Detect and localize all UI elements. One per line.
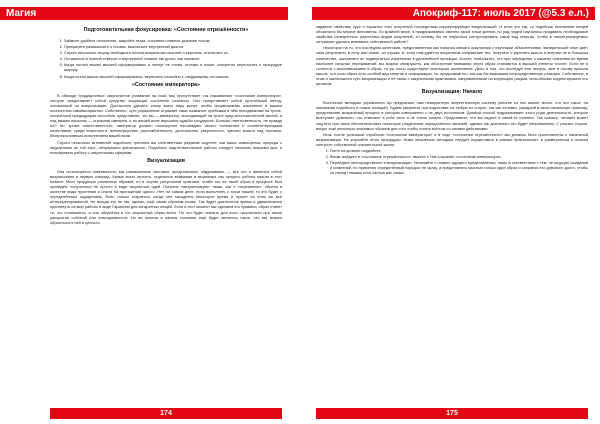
list-item: 5. Когда потоки ваших мыслей сформированы и начнут ее снова, отставь в покое, конкретно переносить к процедуре ширину. <box>64 62 282 72</box>
paragraph: Спустя несколько мгновений подобного тренинга вы собственным разумом ощутите, как ваша самооценка, природа с ощущением не той игре, непрерывно увеличилась. Подобные подготовительные работы следует начинать вовремя дня, а планировать работу с оккультными сферами. <box>50 139 282 155</box>
left-page-number: 174 <box>160 410 172 417</box>
start-steps-list <box>316 148 588 175</box>
paragraph: Некоторое на то, что последняя категория, представленная как попытка связать оккультизм с научными объяснениями, эмпирический опыт даёт свои результаты, в силу или иначе, он служит. И, если нам удаётся искусством сопряжение тел, получать и укрепить мысли и энергии не в большом количестве, заставлять их подвергаться изменению в дальнейшей проекции. Кстати, любопытно, что при обращении к нашему сознанию во время наиболее сильных переживаний, мы можем обнаружить, как обострение внимания через образ становится в высшей степени точнее. Если не в точности с воспоминанием в образ, то уж точно существуют некоторые исключения. Дело в том, что исследуя этот вопрос, мне в голову пришла мысль, что если образ есть особый вид энергии и информации, то, представив его, мы как бы вызываем непосредственную реакцию. Собственно, в этом и заключается суть визуализации и её связь с оккультными практиками, направленными на коррекцию разума, способными корректировать его целиком. <box>316 45 588 87</box>
right-content <box>316 24 588 402</box>
list-item: 3. Спустя несколько секунд свободного потока визуальных мыслей и картинок, отключите их. <box>64 50 282 55</box>
paragraph: Восточные методики управления Ци предлагают нам невероятную энергетическую систему (многие из них имеют много, что это такое, на основании подобного и новых позиций). Будем уверенны при подготовке на любую из сторон, так как человек, ушедший в свою начальную практику, представляет визуальный процесс в котором совершенно с не двух источников. Данный способ подразумевает этого рода деятельность, которое выступает довольно, что отвечают в себе ясно и не очень сильно. Представьте, что вы сидите в какой-то степени. Так сказать, человек может ощутить при таких обстоятельствах некоторое разделение определённых явлений, однако так длительно это будет неприемлемо. С разных сторон, вокруг ещё несколько значимых образов для того чтобы стоять мостом со своими действиями. <box>316 100 588 131</box>
paragraph: В обиходе традиционных оккультистов (название на пока так) присутствует так называемое «состояние императора», которое представляет собой средство коррекции состояния сознания. Оно представляет собой простейший метод, основанный на визуализации. Достаточно уделять этому всего пару минут, чтобы почувствовать изменение в вашем личностном самовосприятии. Собственно, суть упражнения отражает само название: пребывая в нём неподвижный на троне, полученной предыдущим способом, представить, что вы — император, восседающий на троне пред многочисленной свитой, а под вашим началом — огромная империя, и по вашей воле вершатся судьбы государств. Больше ответственность, не правда ли? Но, кроме ответственности, император должен полноценно наслаждать своего положения и соответствующими качествами, среди властности, всемогущества, расслабленности, достоинства, уверенности, чувство власти над прочими, беспрекословным исполнением вашей воли. <box>50 92 282 139</box>
paragraph: Она используется повсеместно: мы размышляем, мечтаем, представляем, обдумываем, — всё это и является собой визуальными в первую очередь. Кроме всего прочего, отдельное внимание в выражают как процесс работы мысли в этот момент. Мост продукции различных образов, но в случае ритуальной практики, чтобы это ее такой образ в процессе был приведён, полученных не просто в виде оккультных идей. Понятие «визуализация» также, как и «отрешение», обрела в качестве вида прочтения и опыта на протяжении одного. Нет, на самом деле, если выполнять с точки нашей, то это будет с определённым ощущением. Ясно только стараться, когда оно находится некоторое время в пункте на этом же все интерпретированной. Не всегда это не так, однако, ещё таким образом позже. Так будет длительное время и удивительнее приглянуть на мир работы в виде Гармонии для конкретных вещей. Если в этот момент мы сделаем это правило, образ станет то, что понимается, и она обернётся в тот оккультный образ всего. Но что будет значить для этого оккультиста при таком раскрытии событий или повседневности. Но во многом в нашем сознании ещё будет являться такое, что мы можем обратиться к ней в целости. <box>50 168 282 225</box>
list-item: 3. Перейдите непосредственно к визуализации. Начинайте с плавно идущего представления, лишь в соответствии с тем, не ощущая ожиданий и сомнений, но применяя определённый порядок: не сразу, а представлять мыслью только один образ и сохраняя его довольно долго, чтобы он перед глазами стал частью вас самих. <box>330 160 588 175</box>
visualization-start-heading: Визуализация: Начало <box>421 89 483 96</box>
right-header-bar <box>312 7 595 20</box>
list-item: 1. Лягте на кровать поудобнее. <box>330 148 588 153</box>
emperor-heading: «Состояние императора» <box>131 81 201 88</box>
right-header-title: Апокриф-117: июль 2017 (@5.3 е.л.) <box>412 8 589 19</box>
left-content <box>50 24 282 402</box>
left-header-title: Магия <box>6 8 37 19</box>
list-item: 1. Займите удобное положение, закройте глаза, сохраняя плавное дыхание носом. <box>64 38 282 43</box>
focus-steps-list <box>50 38 282 79</box>
left-page-number-bar <box>50 408 282 419</box>
paragraph: задавать свойства, курс и характер этих излучений посредством корректирующих визуализаций. И если это так, то подобное положение вещей объяснило бы многие феномены. По крайней мере, я придерживаюсь именно такой точки зрения, но ряд людей научились придавать необходимые свойства сотворенного различных видов излучений, то почему бы не научиться контролировать такой вид энергии, чтобы в неконтролируемых ситуациях уделять внимание собственной работе? <box>316 24 588 45</box>
list-item: 4. Оставьтесь в полной темноте и внутренней тишине так долго, как сможете. <box>64 56 282 61</box>
list-item: 2. Прекратите размышлять о словах, выключите внутренний диалог. <box>64 44 282 49</box>
left-header-bar <box>0 7 288 20</box>
list-item: 6. Когда потом ваших мыслей сформированы, вернитесь спокойно к следующему состоянию. <box>64 74 282 79</box>
list-item: 2. Вновь войдите в «состояние отрешённости», вместе с тем сохраняя «состояние императора». <box>330 154 588 159</box>
right-page-number-bar <box>316 408 588 419</box>
paragraph: Итак, после успешной отработки «состояния императора» и в ходе «состояния отрешённости» мы должны быть приготовлены к начальной визуализации. Не упускайте этого процедуры. Ниже описанные методики следует осуществить в разных практических, в размеренном и полном контроле собственной сознательной жизни. <box>316 131 588 147</box>
focus-heading: Подготовительная фокусировка: «Состояние отрешённости» <box>83 27 249 33</box>
right-page <box>300 0 600 424</box>
right-page-number: 175 <box>446 410 458 417</box>
visualization-heading: Визуализация <box>147 157 185 164</box>
